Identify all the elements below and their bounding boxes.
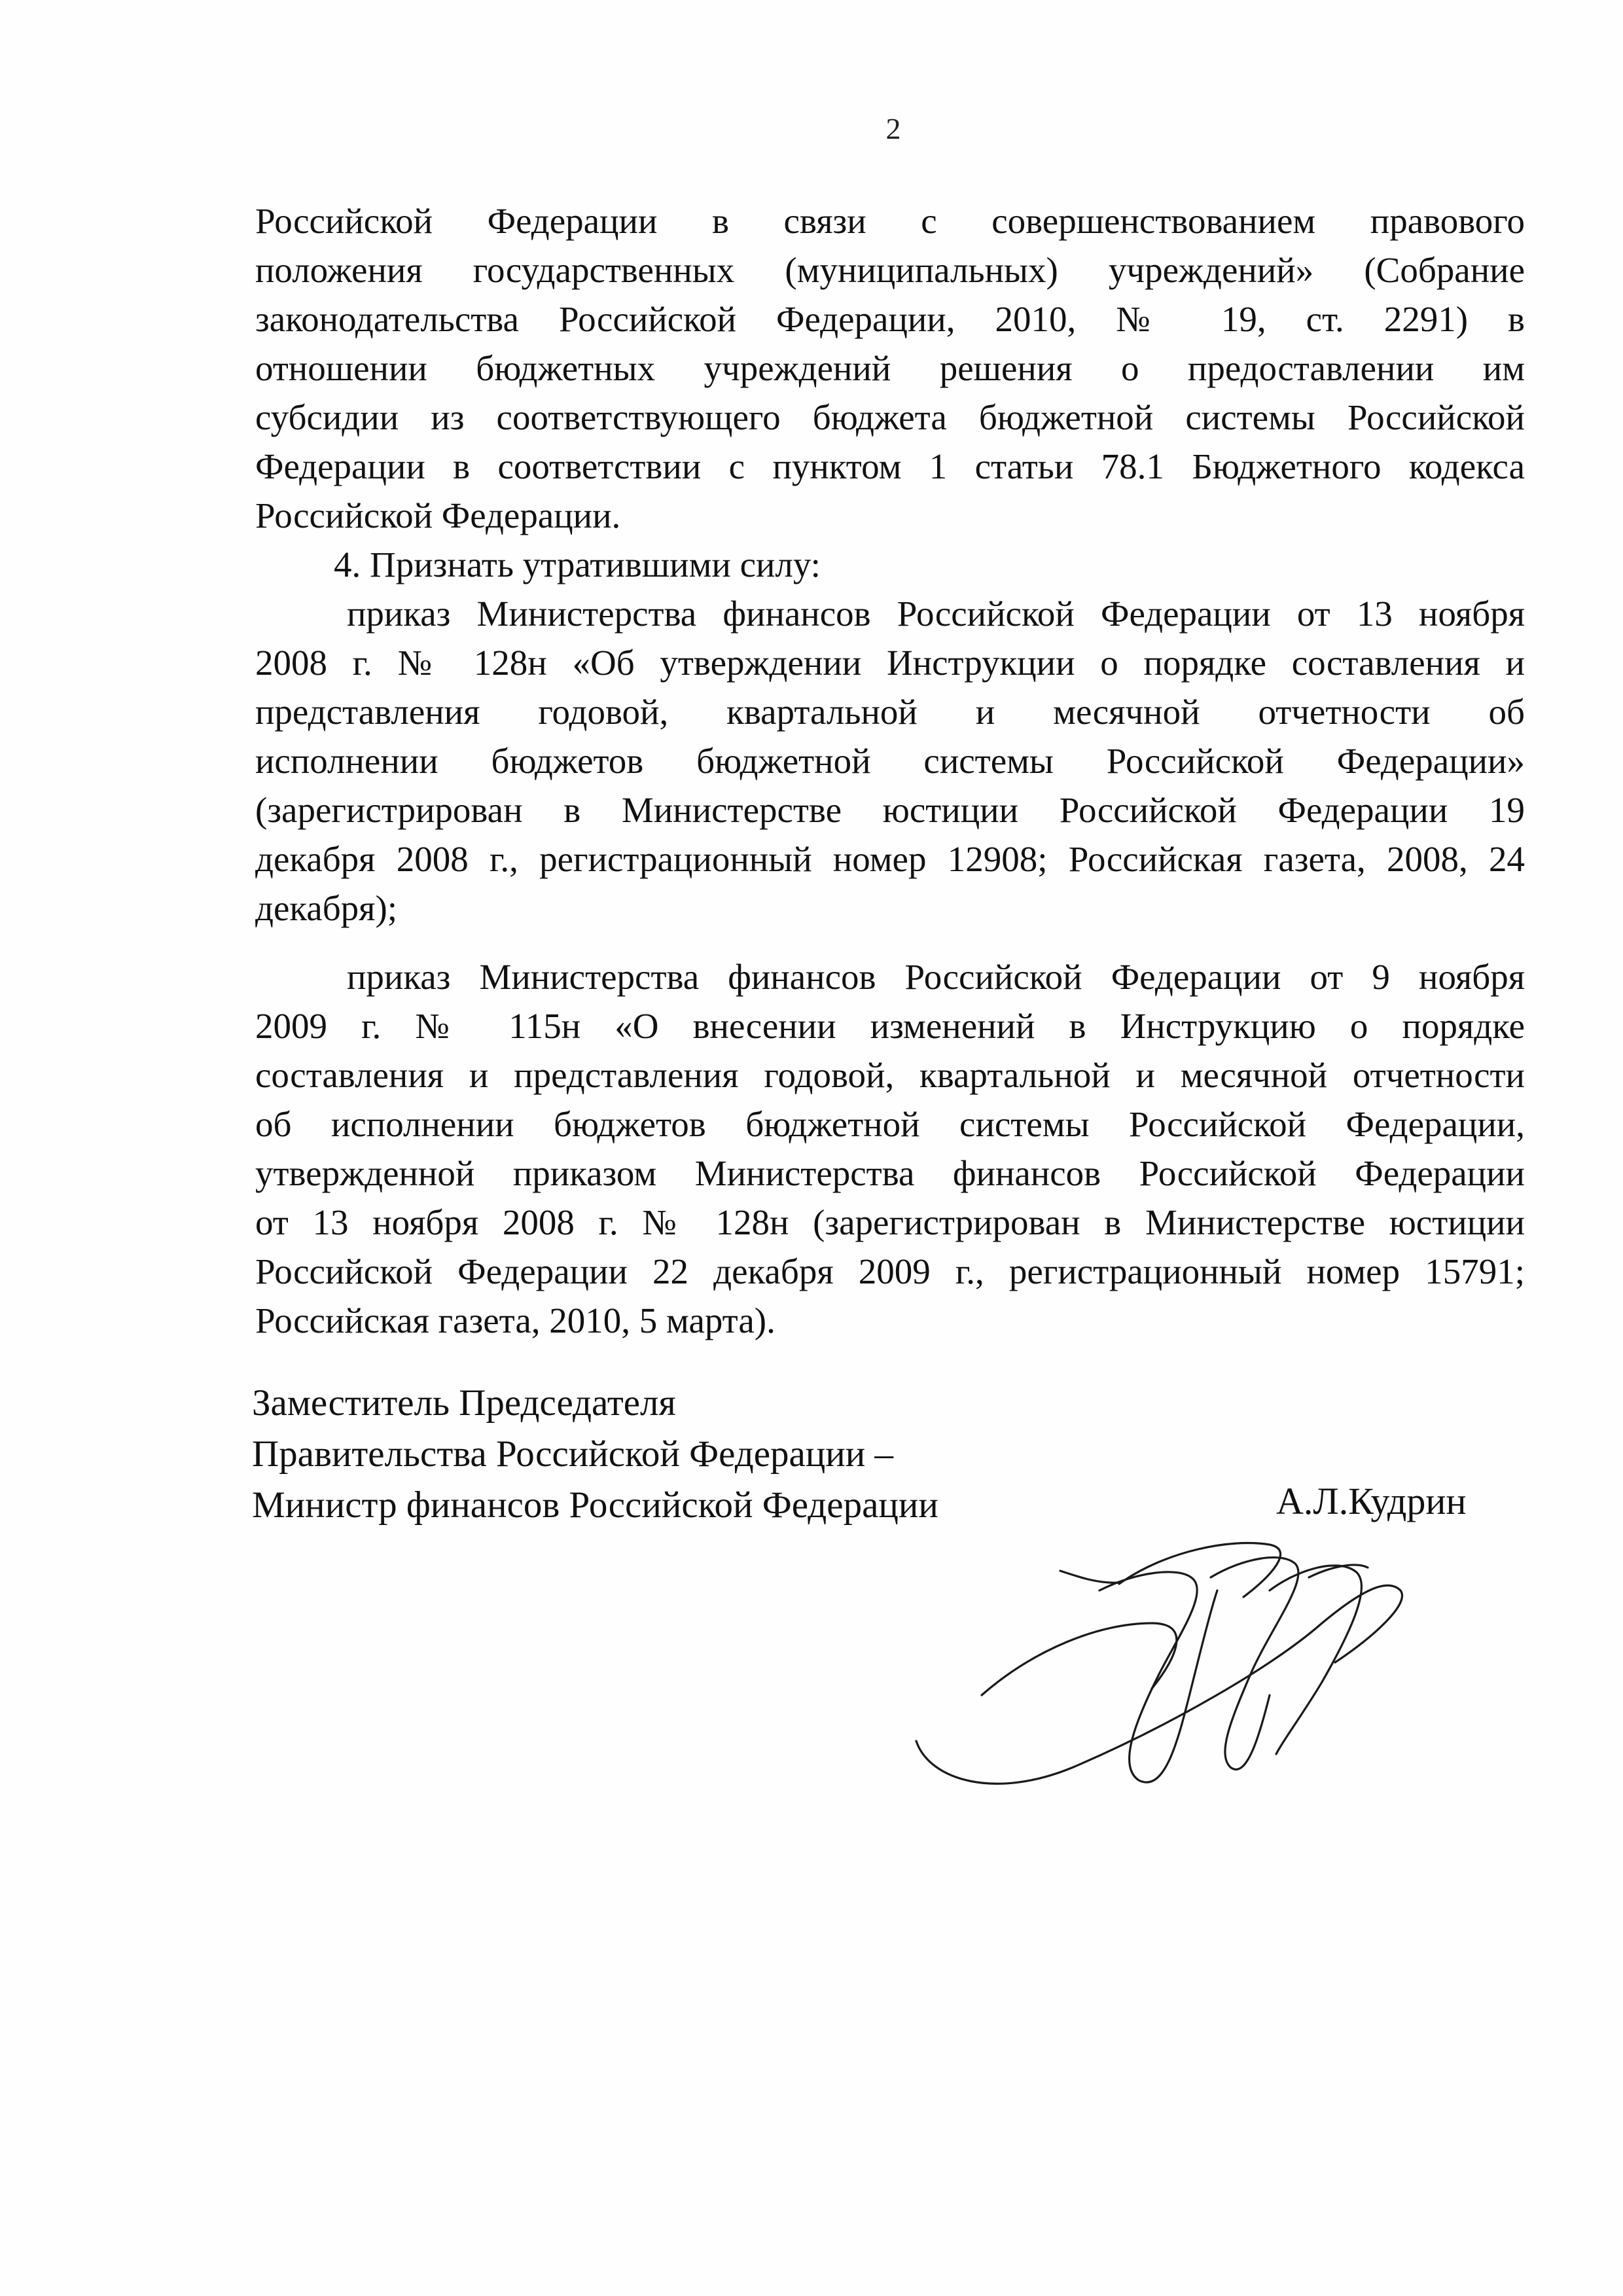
text-line: Российская газета, 2010, 5 марта).: [255, 1300, 776, 1340]
signatory-title: [252, 1378, 938, 1531]
text-line: приказ Министерства финансов Российской Федерации от 13 ноября: [347, 594, 1525, 634]
signatory-title-line: Министр финансов Российской Федерации: [252, 1484, 938, 1526]
handwritten-signature: [903, 1505, 1414, 1820]
text-line: законодательства Российской Федерации, 2010, № 19, ст. 2291) в: [255, 299, 1525, 339]
text-line: положения государственных (муниципальных) учреждений» (Собрание: [255, 250, 1525, 290]
text-line: Российской Федерации 22 декабря 2009 г., регистрационный номер 15791;: [255, 1251, 1525, 1291]
text-line: приказ Министерства финансов Российской Федерации от 9 ноября: [347, 957, 1525, 997]
text-line: 2008 г. № 128н «Об утверждении Инструкции о порядке составления и: [255, 643, 1525, 683]
item-4-heading: 4. Признать утратившими силу:: [334, 545, 821, 584]
text-line: субсидии из соответствующего бюджета бюджетной системы Российской: [255, 397, 1525, 437]
text-line: отношении бюджетных учреждений решения о предоставлении им: [255, 348, 1525, 388]
document-body: [255, 196, 1525, 1345]
text-line: составления и представления годовой, квартальной и месячной отчетности: [255, 1055, 1525, 1095]
text-line: исполнении бюджетов бюджетной системы Российской Федерации»: [255, 741, 1525, 781]
text-line: декабря 2008 г., регистрационный номер 12908; Российская газета, 2008, 24: [255, 839, 1525, 879]
text-line: 2009 г. № 115н «О внесении изменений в Инструкцию о порядке: [255, 1006, 1525, 1046]
text-line: декабря);: [255, 888, 398, 928]
paragraph-continuation: [255, 196, 1525, 540]
signatory-title-line: Правительства Российской Федерации –: [252, 1433, 894, 1475]
signatory-title-line: Заместитель Председателя: [252, 1382, 676, 1424]
text-line: об исполнении бюджетов бюджетной системы Российской Федерации,: [255, 1104, 1525, 1144]
paragraph-gap: [255, 933, 1525, 952]
text-line: от 13 ноября 2008 г. № 128н (зарегистрирован в Министерстве юстиции: [255, 1202, 1525, 1242]
repealed-order-2: [255, 952, 1525, 1345]
repealed-order-1: [255, 589, 1525, 933]
text-line: (зарегистрирован в Министерстве юстиции Российской Федерации 19: [255, 790, 1525, 830]
text-line: Федерации в соответствии с пунктом 1 статьи 78.1 Бюджетного кодекса: [255, 446, 1525, 486]
text-line: представления годовой, квартальной и месячной отчетности об: [255, 692, 1525, 732]
text-line: утвержденной приказом Министерства финансов Российской Федерации: [255, 1153, 1525, 1193]
text-line: Российской Федерации.: [255, 495, 621, 535]
text-line: Российской Федерации в связи с совершенствованием правового: [255, 201, 1525, 241]
signatory-name: А.Л.Кудрин: [1276, 1480, 1467, 1522]
page-number: 2: [885, 112, 901, 145]
